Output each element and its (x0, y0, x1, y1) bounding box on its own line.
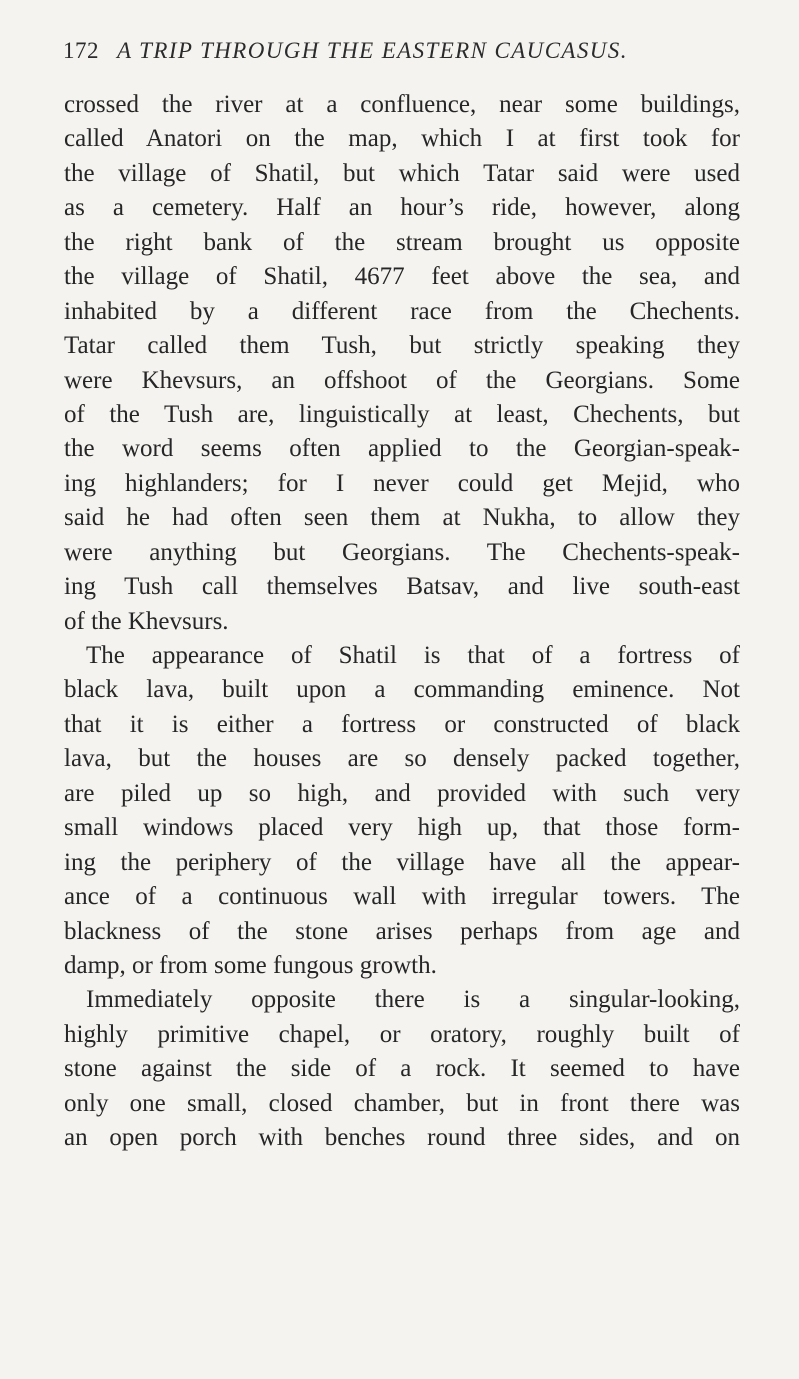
text-line: Immediately opposite there is a singular-looking, (86, 986, 740, 1014)
text-line: ing the periphery of the village have all the appear- (64, 848, 740, 876)
running-title: A TRIP THROUGH THE EASTERN CAUCASUS. (117, 38, 628, 63)
text-line: only one small, closed chamber, but in front there was (64, 1089, 740, 1117)
text-line: stone against the side of a rock. It seemed to have (64, 1055, 740, 1083)
text-line: ance of a continuous wall with irregular towers. The (64, 883, 740, 911)
text-line: black lava, built upon a commanding eminence. Not (64, 676, 740, 704)
text-line: lava, but the houses are so densely packed together, (64, 745, 740, 773)
text-line: Tatar called them Tush, but strictly speaking they (64, 332, 740, 360)
text-line: were anything but Georgians. The Chechents-speak- (64, 538, 740, 566)
text-line: highly primitive chapel, or oratory, roughly built of (64, 1020, 740, 1048)
text-line: called Anatori on the map, which I at first took for (64, 125, 740, 153)
text-line: crossed the river at a confluence, near some buildings, (64, 91, 740, 118)
text-line: of the Khevsurs. (64, 607, 229, 635)
text-line: The appearance of Shatil is that of a fortress of (86, 642, 740, 669)
text-line: of the Tush are, linguistically at least, Chechents, but (64, 400, 740, 428)
page-number: 172 (63, 38, 99, 63)
text-line: small windows placed very high up, that those form- (64, 814, 740, 842)
page-header (63, 38, 743, 68)
text-line: the village of Shatil, but which Tatar said were used (64, 159, 740, 187)
text-line: the right bank of the stream brought us opposite (64, 228, 740, 256)
text-line: said he had often seen them at Nukha, to allow they (64, 504, 740, 532)
text-line: inhabited by a different race from the Chechents. (64, 297, 740, 325)
text-line: were Khevsurs, an offshoot of the Georgians. Some (64, 366, 740, 394)
text-line: the word seems often applied to the Georgian-speak- (64, 435, 740, 463)
text-line: damp, or from some fungous growth. (64, 951, 437, 979)
text-line: that it is either a fortress or constructed of black (64, 710, 740, 738)
text-line: ing highlanders; for I never could get Mejid, who (64, 469, 740, 497)
text-line: the village of Shatil, 4677 feet above the sea, and (64, 263, 740, 291)
text-line: are piled up so high, and provided with such very (64, 779, 740, 807)
text-line: an open porch with benches round three sides, and on (64, 1124, 740, 1152)
body-text (64, 88, 740, 1156)
text-line: ing Tush call themselves Batsav, and live south-east (64, 573, 740, 601)
text-line: as a cemetery. Half an hour’s ride, however, along (64, 194, 740, 222)
text-line: blackness of the stone arises perhaps from age and (64, 917, 740, 945)
